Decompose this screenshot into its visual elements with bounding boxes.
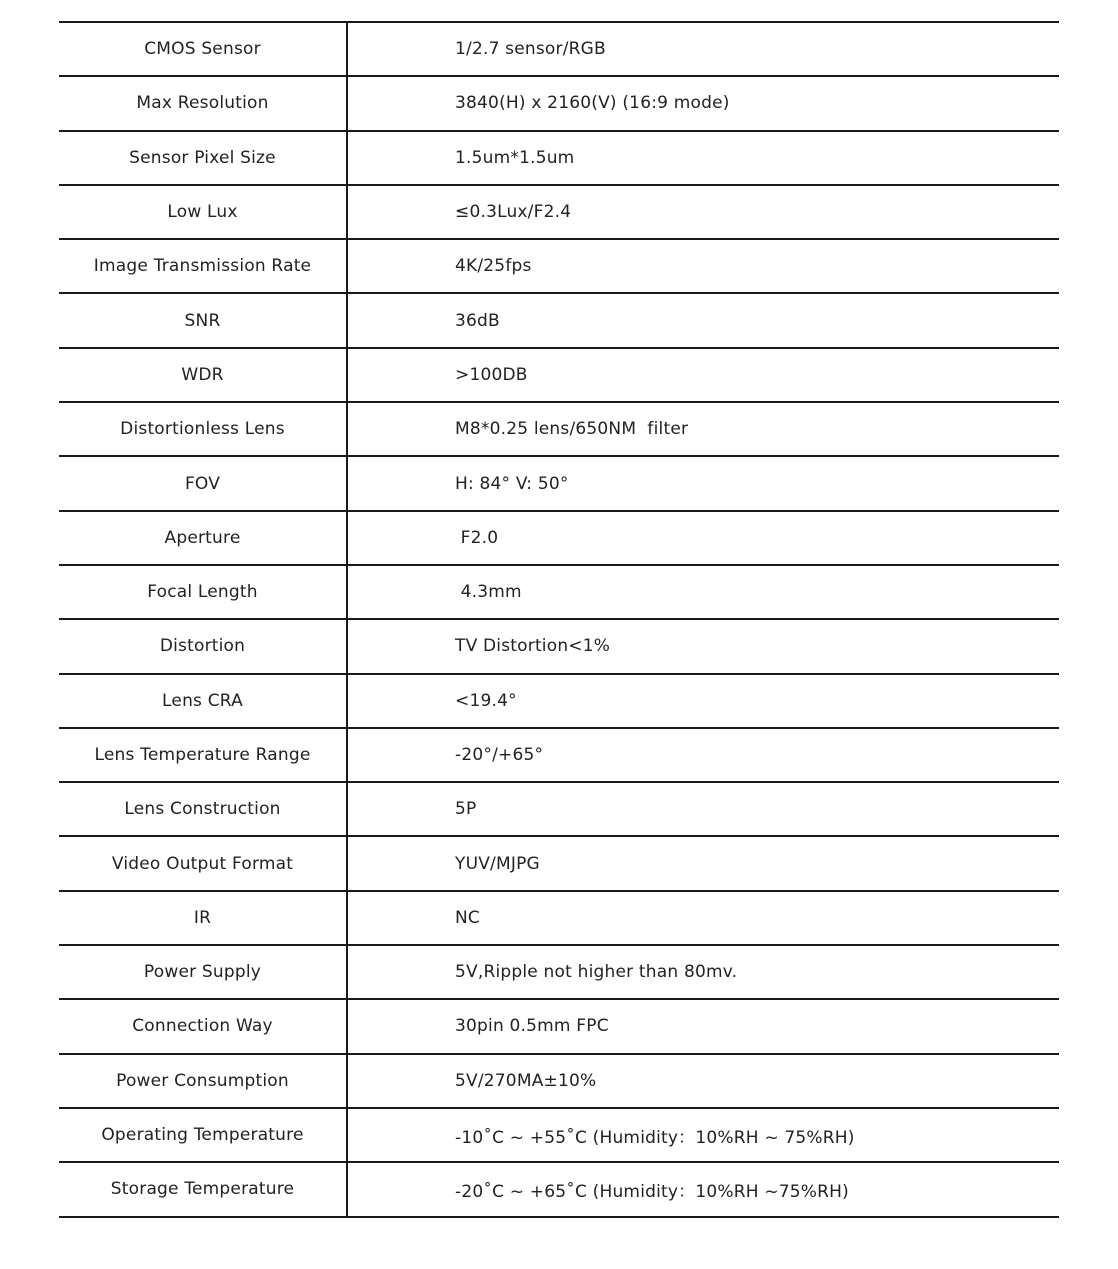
spec-value-cell: M8*0.25 lens/650NM filter [455, 419, 689, 440]
table-row [59, 512, 1059, 566]
spec-value-cell: ≤0.3Lux/F2.4 [455, 202, 572, 223]
table-row [59, 77, 1059, 131]
spec-label-cell: Lens Construction [59, 783, 348, 835]
spec-label-cell: Operating Temperature [59, 1109, 348, 1161]
spec-value-cell: 5V/270MA±10% [455, 1070, 597, 1091]
table-row [59, 620, 1059, 674]
spec-label-cell: Max Resolution [59, 77, 348, 129]
spec-value-cell: 3840(H) x 2160(V) (16:9 mode) [455, 93, 730, 114]
spec-label-cell: Lens Temperature Range [59, 729, 348, 781]
table-row [59, 186, 1059, 240]
spec-label-cell: Video Output Format [59, 837, 348, 889]
spec-value-cell: NC [455, 907, 480, 928]
spec-value-cell: YUV/MJPG [455, 853, 540, 874]
spec-label-cell: SNR [59, 294, 348, 346]
table-row [59, 132, 1059, 186]
spec-value-cell: TV Distortion<1% [455, 636, 611, 657]
spec-label-cell: Power Consumption [59, 1055, 348, 1107]
spec-value-cell: <19.4° [455, 690, 517, 711]
spec-table [59, 21, 1059, 1218]
table-row [59, 23, 1059, 77]
table-row [59, 457, 1059, 511]
spec-value-cell: 1.5um*1.5um [455, 147, 575, 168]
table-row [59, 294, 1059, 348]
table-row [59, 1000, 1059, 1054]
table-row [59, 1109, 1059, 1163]
spec-value-cell: 4.3mm [455, 582, 522, 603]
spec-value-cell: H: 84° V: 50° [455, 473, 569, 494]
table-row [59, 403, 1059, 457]
spec-value-cell: -20˚C ~ +65˚C (Humidity：10%RH ~75%RH) [455, 1181, 849, 1202]
table-row [59, 566, 1059, 620]
spec-value-cell: 1/2.7 sensor/RGB [455, 39, 606, 60]
spec-label-cell: Power Supply [59, 946, 348, 998]
spec-value-cell: -10˚C ~ +55˚C (Humidity：10%RH ~ 75%RH) [455, 1127, 855, 1148]
table-row [59, 729, 1059, 783]
spec-label-cell: Low Lux [59, 186, 348, 238]
spec-label-cell: Distortion [59, 620, 348, 672]
spec-value-cell: -20°/+65° [455, 745, 544, 765]
spec-label-cell: WDR [59, 349, 348, 401]
spec-value-cell: >100DB [455, 364, 528, 385]
spec-label-cell: Aperture [59, 512, 348, 564]
table-row [59, 837, 1059, 891]
spec-label-cell: Lens CRA [59, 675, 348, 727]
spec-value-cell: 30pin 0.5mm FPC [455, 1016, 609, 1037]
spec-label-cell: Image Transmission Rate [59, 240, 348, 292]
table-row [59, 1163, 1059, 1217]
spec-label-cell: Storage Temperature [59, 1163, 348, 1215]
spec-label-cell: IR [59, 892, 348, 944]
spec-value-cell: 36dB [455, 310, 500, 331]
table-row [59, 349, 1059, 403]
table-row [59, 892, 1059, 946]
spec-value-cell: 5V,Ripple not higher than 80mv. [455, 962, 738, 983]
spec-label-cell: Focal Length [59, 566, 348, 618]
spec-value-cell: 4K/25fps [455, 256, 532, 277]
spec-value-cell: 5P [455, 799, 477, 820]
table-row [59, 240, 1059, 294]
spec-label-cell: FOV [59, 457, 348, 509]
table-row [59, 1055, 1059, 1109]
spec-label-cell: CMOS Sensor [59, 23, 348, 75]
table-row [59, 675, 1059, 729]
spec-value-cell: F2.0 [455, 527, 499, 548]
spec-label-cell: Sensor Pixel Size [59, 132, 348, 184]
table-row [59, 783, 1059, 837]
spec-label-cell: Connection Way [59, 1000, 348, 1052]
spec-label-cell: Distortionless Lens [59, 403, 348, 455]
table-row [59, 946, 1059, 1000]
